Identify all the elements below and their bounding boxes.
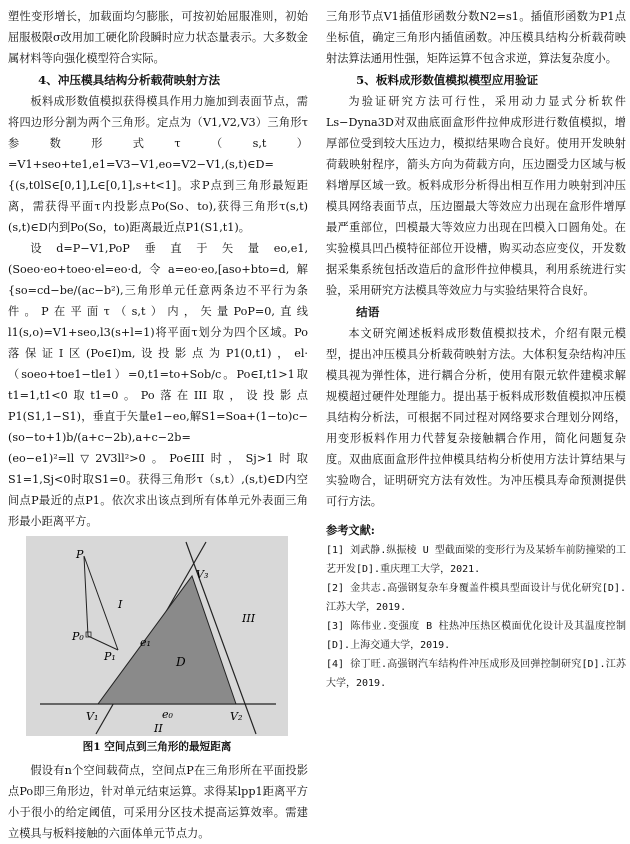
reference-item: [1] 刘武静.纵振棱 U 型截面梁的变形行为及某轿车前防撞梁的工艺开发[D].重庆理工大学，2021. [326, 545, 626, 575]
label-region-III: III [242, 612, 256, 625]
right-column [326, 6, 626, 693]
references-title: 参考文献: [326, 523, 375, 537]
label-V2: V₂ [230, 710, 243, 723]
label-V3: V₃ [196, 568, 209, 581]
label-P0: P₀ [72, 630, 84, 643]
label-e0: e₀ [162, 708, 173, 721]
label-region-I: I [118, 598, 123, 611]
paragraph: 三角形节点V1插值形函数分数N2=s1。插值形函数为P1点坐标值，确定三角形内插值函数。冲压模具结构分析载荷映射法算法通用性强，矩阵运算不包含求逆，算法复杂度小。 [326, 10, 626, 65]
paragraph: 设d=P−V1,PoP垂直于矢量eo,e1,(Soeo·eo+toeo·el=eo·d,令a=eo·eo,[aso+bto=d,解{so=cd−be/(ac−b²),三角形单元任意两条边不平行为条件。P在平面τ（s,t）内，矢量PoP=0,直线l1(s,o)=V1+seo,l3(s+l=1)将平面τ划分为四个区域。Po落保证I区(Po∈I)m,设投影点为P1(0,t1)，el·（soeo+toe1−tle1）=0,t1=to+Sob/c。Po∈I,t1>1取t1=1,t1<0取t1=0。Po落在III取，设投影点P1(S1,1−S1)，垂直于矢量e1−eo,解S1=Soa+(1−to)c−(so−to+1)b/(a+c−2b),a+c−2b=(eo−e1)²=ll▽2V3ll²>0。Po∈III时，Sj>1时取S1=1,Sj<0时取S1=0。获得三角形τ（s,t）,(s,t)∈D内空间点P最近的点P1。依次求出该点到所有体单元外表面三角形最小距离平方。 [8, 242, 308, 528]
label-P1: P₁ [104, 650, 116, 663]
label-D: D [176, 655, 186, 669]
paragraph: 假设有n个空间载荷点，空间点P在三角形所在平面投影点Po即三角形边，针对单元结束运算。求得某lpp1距离平方小于很小的给定阈值，可采用分区技术提高运算效率。需建立模具与板料接触的六面体单元节点力。 [8, 764, 308, 840]
paragraph: 本文研究阐述板料成形数值模拟技术，介绍有限元模型，提出冲压模具分析载荷映射方法。大体积复杂结构冲压模具视为弹性体，进行耦合分析，使用有限元软件建模求解规模超过硬件处理能力。提出基于板料成形数值模拟冲压模具结构分析法，可根据不同过程对网络要求合理划分网络，用变形板料作用力代替复杂接触耦合作用，简化问题复杂度。双曲底面盒形件拉伸模具结构分析使用方法计算结果与实验吻合，证明研究方法有效性。为冲压模具寿命预测提供可行方法。 [326, 327, 626, 508]
triangle-distance-diagram [26, 536, 288, 736]
section-heading-5: 5、板料成形数值模拟模型应用验证 [356, 73, 539, 87]
left-column [8, 6, 308, 844]
label-P: P [76, 548, 84, 561]
label-e1: e₁ [140, 636, 151, 649]
figure-1 [26, 536, 288, 756]
section-heading-4: 4、冲压模具结构分析载荷映射方法 [38, 73, 221, 87]
section-heading-conclusion: 结语 [356, 305, 380, 319]
reference-item: [2] 金共志.高强钢复杂车身覆盖件模具型面设计与优化研究[D].江苏大学，2019. [326, 583, 626, 613]
reference-item: [3] 陈伟业.变强度 B 柱热冲压热区模面优化设计及其温度控制[D].上海交通大学，2019. [326, 621, 626, 651]
paragraph: 板料成形数值模拟获得模具作用力施加到表面节点，需将四边形分割为两个三角形。定点为（V1,V2,V3）三角形τ参数形式τ（s,t）=V1+seo+te1,e1=V3−V1,eo=V2−V1,(s,t)∈D={(s,t0lS∈[0,1],L∈[0,1],s+t<1]。求P点到三角形最短距离，需获得平面τ内投影点Po(So、to),获得三角形τ(s,t)(s,t)∈D内到Po(So，to)距离最近点P1(S1,t1)。 [8, 95, 308, 234]
label-region-II: II [154, 722, 163, 735]
paragraph: 为验证研究方法可行性，采用动力显式分析软件Ls−Dyna3D对双曲底面盒形件拉伸成形进行数值模拟，增厚部位受到较大压边力，模拟结果吻合良好。使用开发映射荷载映射程序，箭头方向为荷载方向，压边圈受力区域与板料增厚区域一致。板料成形分析得出相互作用力映射到冲压模具网络表面节点，压边圈最大等效应力出现在盒形件增厚最严重部位，凹模最大等效应力出现在凹模入口圆角处。在实验模具凹凸模特征部位开设槽，购买动态应变仪，开发数据采集系统包括改造后的盒形件拉伸模具，利用系统进行实验，采用研究方法模具等效应力与实验结果符合良好。 [326, 95, 626, 297]
label-V1: V₁ [86, 710, 99, 723]
reference-item: [4] 徐丁旺.高强钢汽车结构件冲压成形及回弹控制研究[D].江苏大学，2019. [326, 659, 626, 689]
paragraph: 塑性变形增长，加载面均匀膨胀，可按初始屈服准则，初始屈服极限σ改用加工硬化阶段瞬时应力状态量表示。大多数金属材料等向强化模型符合实际。 [8, 10, 308, 65]
figure-caption: 图1 空间点到三角形的最短距离 [82, 741, 232, 753]
